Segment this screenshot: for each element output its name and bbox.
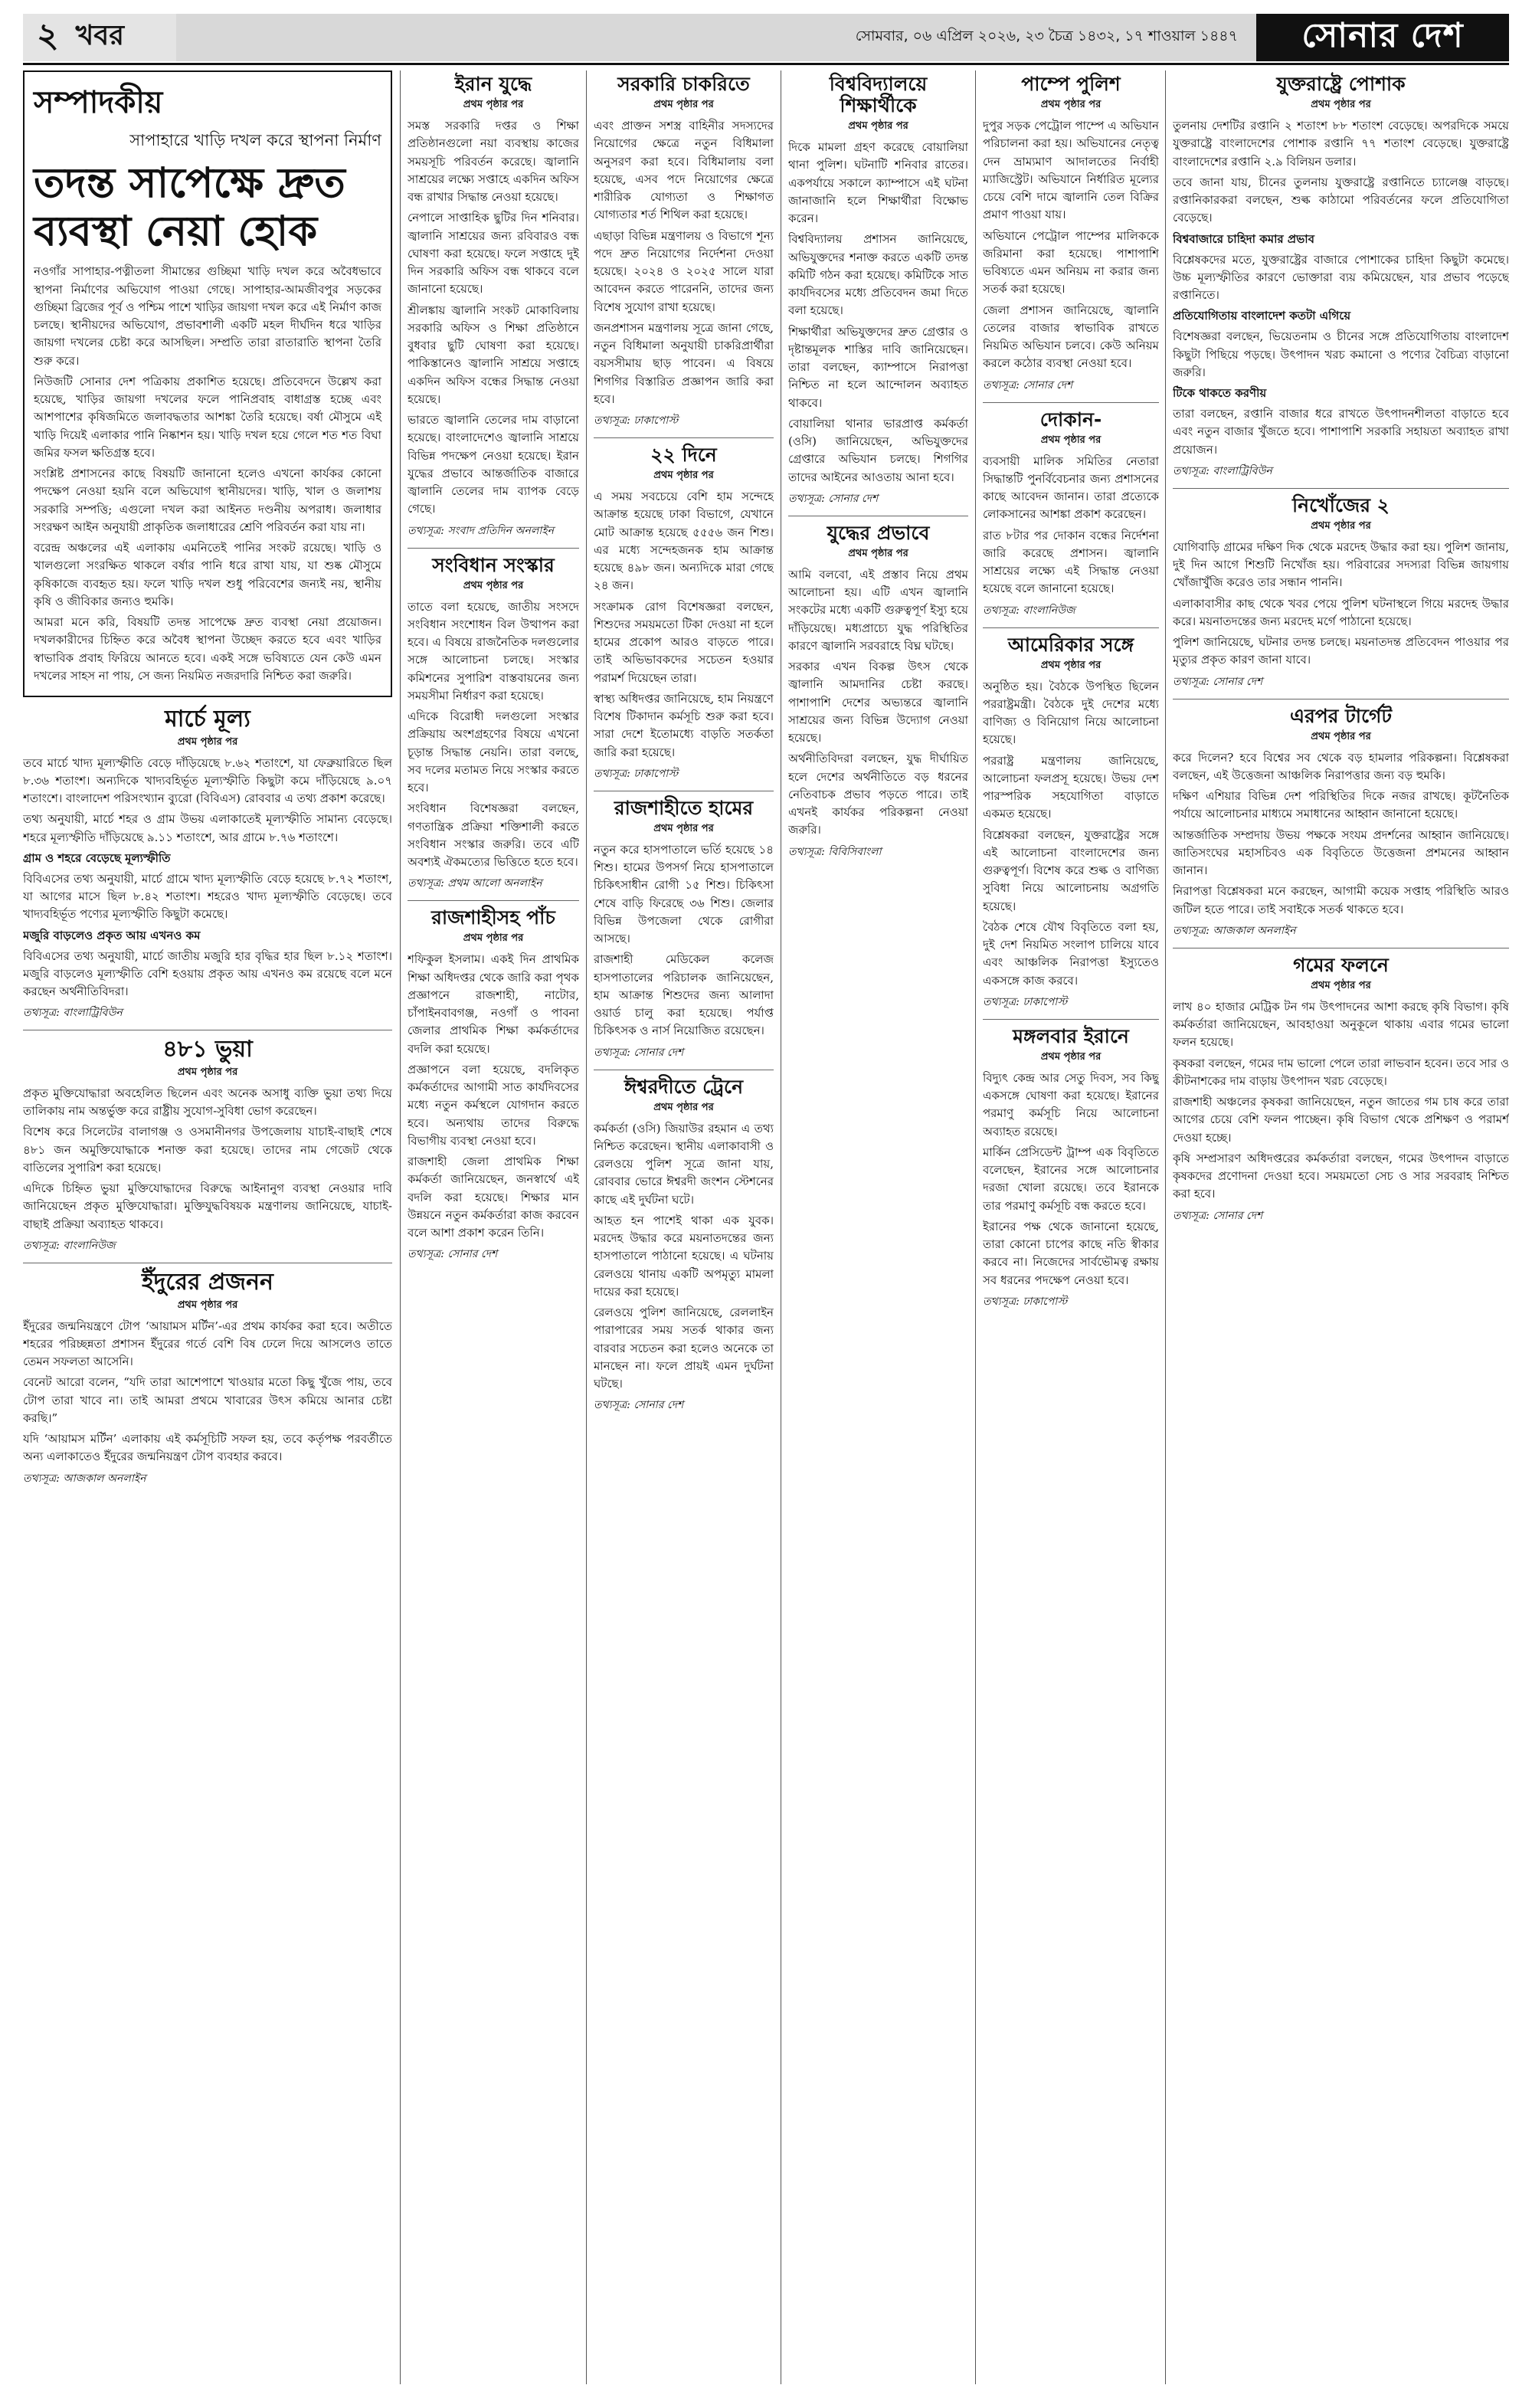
story-america [983, 634, 1159, 1011]
story-rajshahi-measles [594, 798, 774, 1062]
editorial-headline: তদন্ত সাপেক্ষে দ্রুত ব্যবস্থা নেয়া হোক [34, 159, 345, 255]
story-divider [594, 437, 774, 438]
story-paragraph: জেলা প্রশাসন জানিয়েছে, জ্বালানি তেলের বাজার স্বাভাবিক রাখতে নিয়মিত অভিযান চলবে। কেউ অনিয়ম করলে কঠোর ব্যবস্থা নেওয়া হবে। [983, 303, 1159, 371]
story-march-price [23, 706, 392, 1022]
editorial-box [23, 70, 392, 697]
story-source: তথ্যসূত্র: ঢাকাপোস্ট [594, 414, 679, 427]
story-source: তথ্যসূত্র: প্রথম আলো অনলাইন [408, 877, 542, 890]
story-source: তথ্যসূত্র: সোনার দেশ [788, 492, 879, 505]
story-headline: নিখোঁজের ২ [1292, 493, 1390, 516]
story-university [788, 74, 968, 508]
story-wheat-yield [1173, 955, 1509, 1225]
story-paragraph: নেপালে সাপ্তাহিক ছুটির দিন শনিবার। জ্বালানি সাশ্রয়ের জন্য রবিবারও বন্ধ ঘোষণা করা হয়েছে। ফলে সপ্তাহে দুই দিন সরকারি অফিস বন্ধ থাকবে বলে জানানো হয়েছে। [408, 211, 579, 296]
story-paragraph: অর্থনীতিবিদরা বলছেন, যুদ্ধ দীর্ঘায়িত হলে দেশের অর্থনীতিতে বড় ধরনের নেতিবাচক প্রভাব পড়তে পারে। তাই এখনই কার্যকর পরিকল্পনা নেওয়া জরুরি। [788, 752, 968, 837]
column-divider [1165, 70, 1166, 2384]
story-source: তথ্যসূত্র: ঢাকাপোস্ট [594, 767, 679, 780]
story-paragraph: এ সময় সবচেয়ে বেশি হাম সন্দেহে আক্রান্ত হয়েছে ঢাকা বিভাগে, যেখানে মোট আক্রান্ত হয়েছে ৫৫৫৬ জন শিশু। এর মধ্যে সন্দেহজনক হাম আক্রান্ত হয়েছে ৪৯৮ জন। অন্যদিকে মারা গেছে ২৪ জন। [594, 490, 774, 593]
story-paragraph: সমস্ত সরকারি দপ্তর ও শিক্ষা প্রতিষ্ঠানগুলো নয়া ব্যবস্থায় কাজের সময়সূচি পরিবর্তন করেছে। জ্বালানি সাশ্রয়ের লক্ষ্যে সপ্তাহে একদিন অফিস বন্ধ রাখার সিদ্ধান্ত নেওয়া হয়েছে। [408, 119, 579, 204]
story-constitution [408, 555, 579, 893]
story-paragraph: মার্কিন প্রেসিডেন্ট ট্রাম্প এক বিবৃতিতে বলেছেন, ইরানের সঙ্গে আলোচনার দরজা খোলা রয়েছে। তবে ইরানকে তার পরমাণু কর্মসূচি বন্ধ করতে হবে। [983, 1145, 1159, 1213]
story-kicker: প্রথম পৃষ্ঠার পর [1311, 730, 1371, 742]
story-petrol-pump [983, 74, 1159, 395]
story-paragraph: পররাষ্ট্র মন্ত্রণালয় জানিয়েছে, আলোচনা ফলপ্রসূ হয়েছে। উভয় দেশ পারস্পরিক সহযোগিতা বাড়াতে একমত হয়েছে। [983, 753, 1159, 821]
story-kicker: প্রথম পৃষ্ঠার পর [463, 99, 524, 110]
masthead-rule [23, 63, 1509, 65]
story-headline: সংবিধান সংস্কার [432, 553, 555, 576]
story-kicker: প্রথম পৃষ্ঠার পর [653, 99, 714, 110]
story-paragraph: বিশেষজ্ঞরা বলছেন, ভিয়েতনাম ও চীনের সঙ্গে প্রতিযোগিতায় বাংলাদেশ কিছুটা পিছিয়ে পড়ছে। উৎপাদন খরচ কমানো ও পণ্যের বৈচিত্র্য বাড়ানো জরুরি। [1173, 329, 1509, 379]
story-divider [983, 1019, 1159, 1020]
story-paragraph: সংক্রামক রোগ বিশেষজ্ঞরা বলছেন, শিশুদের সময়মতো টিকা দেওয়া না হলে হামের প্রকোপ আরও বাড়তে পারে। তাই অভিভাবকদের সচেতন হওয়ার পরামর্শ দিয়েছেন তারা। [594, 599, 774, 685]
story-paragraph: যোগিবাড়ি গ্রামের দক্ষিণ দিক থেকে মরদেহ উদ্ধার করা হয়। পুলিশ জানায়, দুই দিন আগে শিশুটি নিখোঁজ হয়। পরিবারের সদস্যরা বিভিন্ন জায়গায় খোঁজাখুঁজি করেও তার সন্ধান পাননি। [1173, 539, 1509, 590]
masthead [23, 14, 1509, 61]
story-kicker: প্রথম পৃষ্ঠার পর [177, 1066, 238, 1078]
story-paragraph: বিশ্লেষকরা বলছেন, যুক্তরাষ্ট্রের সঙ্গে এই আলোচনা বাংলাদেশের জন্য গুরুত্বপূর্ণ। বিশেষ করে শুল্ক ও বাণিজ্য সুবিধা নিয়ে আলোচনায় অগ্রগতি হয়েছে। [983, 827, 1159, 913]
story-kicker: প্রথম পৃষ্ঠার পর [463, 932, 524, 945]
story-paragraph: বিদ্যুৎ কেন্দ্র আর সেতু দিবস, সব কিছু একসঙ্গে ঘোষণা করা হয়েছে। ইরানের পরমাণু কর্মসূচি নিয়ে আলোচনা অব্যাহত রয়েছে। [983, 1070, 1159, 1138]
story-paragraph: এলাকাবাসীর কাছ থেকে খবর পেয়ে পুলিশ ঘটনাস্থলে গিয়ে মরদেহ উদ্ধার করে। ময়নাতদন্তের জন্য মরদেহ মর্গে পাঠানো হয়েছে। [1173, 596, 1509, 628]
story-govt-job [594, 74, 774, 430]
story-headline: সরকারি চাকরিতে [617, 73, 750, 95]
story-divider [408, 548, 579, 549]
story-paragraph: তবে মার্চে খাদ্য মূল্যস্ফীতি বেড়ে দাঁড়িয়েছে ৮.৬২ শতাংশে, যা ফেব্রুয়ারিতে ছিল ৮.৩৬ শতাংশ। অন্যদিকে খাদ্যবহির্ভূত মূল্যস্ফীতি কিছুটা কমে দাঁড়িয়েছে ৯.০৭ শতাংশে। বাংলাদেশ পরিসংখ্যান ব্যুরো (বিবিএস) রোববার এ তথ্য প্রকাশ করেছে। [23, 755, 392, 806]
story-paragraph: কৃষকরা বলছেন, গমের দাম ভালো পেলে তারা লাভবান হবেন। তবে সার ও কীটনাশকের দাম বাড়ায় উৎপাদন খরচ বেড়েছে। [1173, 1056, 1509, 1088]
story-paragraph: বেনেট আরো বলেন, “যদি তারা আশেপাশে খাওয়ার মতো কিছু খুঁজে পায়, তবে টোপ তারা খাবে না। তাই আমরা প্রথমে খাবারের উৎস কমিয়ে আনার চেষ্টা করছি।” [23, 1375, 392, 1425]
story-paragraph: আন্তর্জাতিক সম্প্রদায় উভয় পক্ষকে সংযম প্রদর্শনের আহ্বান জানিয়েছে। জাতিসংঘের মহাসচিবও এক বিবৃতিতে উত্তেজনা প্রশমনের আহ্বান জানান। [1173, 827, 1509, 877]
story-kicker: প্রথম পৃষ্ঠার পর [653, 470, 714, 481]
story-source: তথ্যসূত্র: বিবিসিবাংলা [788, 845, 882, 858]
story-paragraph: বোয়ালিয়া থানার ভারপ্রাপ্ত কর্মকর্তা (ওসি) জানিয়েছেন, অভিযুক্তদের গ্রেপ্তারে অভিযান চলছে। শিগগির তাদের আইনের আওতায় আনা হবে। [788, 416, 968, 484]
story-headline: যুদ্ধের প্রভাবে [827, 521, 930, 544]
story-headline: রাজশাহীতে হামের [614, 796, 754, 819]
story-headline: ইঁদুরের প্রজনন [142, 1268, 273, 1296]
editorial-paragraph: বরেন্দ্র অঞ্চলের এই এলাকায় এমনিতেই পানির সংকট রয়েছে। খাড়ি ও খালগুলো সংরক্ষিত থাকলে বর্ষার পানি ধরে রাখা যায়, যা শুষ্ক মৌসুমে কৃষিকাজে ব্যবহৃত হয়। ফলে খাড়ি দখল শুধু পরিবেশের জন্যই নয়, স্থানীয় কৃষি ও জীবিকার জন্যও হুমকি। [34, 541, 381, 608]
story-paragraph: তুলনায় দেশটির রপ্তানি ২ শতাংশ ৮৮ শতাংশ বেড়েছে। অপরদিকে সময়ে যুক্তরাষ্ট্রে বাংলাদেশের পোশাক রপ্তানি ৭৭ শতাংশ বেড়েছে। যুক্তরাষ্ট্রে বাংলাদেশের রপ্তানি ২.৯ বিলিয়ন ডলার। [1173, 119, 1509, 169]
story-source: তথ্যসূত্র: ঢাকাপোস্ট [983, 995, 1068, 1008]
story-kicker: প্রথম পৃষ্ঠার পর [1040, 659, 1102, 671]
newspaper-logo: সোনার দেশ [1256, 14, 1509, 61]
story-subhead: প্রতিযোগিতায় বাংলাদেশ কতটা এগিয়ে [1173, 309, 1351, 323]
story-headline: গমের ফলনে [1293, 953, 1389, 976]
story-paragraph: জনপ্রশাসন মন্ত্রণালয় সূত্রে জানা গেছে, নতুন বিধিমালা অনুযায়ী চাকরিপ্রার্থীরা বয়সসীমায় ছাড় পাবেন। এ বিষয়ে শিগগির বিস্তারিত প্রজ্ঞাপন জারি করা হবে। [594, 320, 774, 406]
story-source: তথ্যসূত্র: আজকাল অনলাইন [1173, 924, 1296, 937]
story-kicker: প্রথম পৃষ্ঠার পর [463, 579, 524, 591]
story-source: তথ্যসূত্র: সোনার দেশ [408, 1248, 498, 1261]
story-paragraph: ইরানের পক্ষ থেকে জানানো হয়েছে, তারা কোনো চাপের কাছে নতি স্বীকার করবে না। নিজেদের সার্বভৌমত্ব রক্ষায় সব ধরনের পদক্ষেপ নেওয়া হবে। [983, 1219, 1159, 1287]
story-us-garments [1173, 74, 1509, 480]
story-headline: আমেরিকার সঙ্গে [1007, 633, 1134, 656]
story-paragraph: শফিকুল ইসলাম। একই দিন প্রাথমিক শিক্ষা অধিদপ্তর থেকে জারি করা পৃথক প্রজ্ঞাপনে রাজশাহী, নাটোর, চাঁপাইনবাবগঞ্জ, নওগাঁ ও পাবনা জেলার প্রাথমিক শিক্ষা কর্মকর্তাদের বদলি করা হয়েছে। [408, 952, 579, 1056]
story-paragraph: বিশ্লেষকদের মতে, যুক্তরাষ্ট্রের বাজারে পোশাকের চাহিদা কিছুটা কমেছে। উচ্চ মূল্যস্ফীতির কারণে ভোক্তারা ব্যয় কমিয়েছেন, যার প্রভাব পড়েছে রপ্তানিতে। [1173, 252, 1509, 302]
story-paragraph: এছাড়া বিভিন্ন মন্ত্রণালয় ও বিভাগে শূন্য পদে দ্রুত নিয়োগের নির্দেশনা দেওয়া হয়েছে। ২০২৪ ও ২০২৫ সালে যারা আবেদন করতে পারেননি, তাদের জন্য বিশেষ সুযোগ রাখা হয়েছে। [594, 228, 774, 314]
story-paragraph: প্রকৃত মুক্তিযোদ্ধারা অবহেলিত ছিলেন এবং অনেক অসাধু ব্যক্তি ভুয়া তথ্য দিয়ে তালিকায় নাম অন্তর্ভুক্ত করে রাষ্ট্রীয় সুযোগ-সুবিধা ভোগ করেছেন। [23, 1086, 392, 1119]
story-war-impact [788, 523, 968, 861]
story-kicker: প্রথম পৃষ্ঠার পর [848, 120, 908, 132]
story-paragraph: কর্মকর্তা (ওসি) জিয়াউর রহমান এ তথ্য নিশ্চিত করেছেন। স্থানীয় এলাকাবাসী ও রেলওয়ে পুলিশ সূত্রে জানা যায়, রোববার ভোরে ঈশ্বরদী জংশন স্টেশনের কাছে এই দুর্ঘটনা ঘটে। [594, 1121, 774, 1207]
story-paragraph: এবং প্রাক্তন সশস্ত্র বাহিনীর সদস্যদের নিয়োগের ক্ষেত্রে নতুন বিধিমালা অনুসরণ করা হবে। বিধিমালায় বলা হয়েছে, এসব পদে নিয়োগের ক্ষেত্রে শারীরিক যোগ্যতা ও শিক্ষাগত যোগ্যতার শর্ত শিথিল করা হয়েছে। [594, 119, 774, 222]
story-paragraph: কৃষি সম্প্রসারণ অধিদপ্তরের কর্মকর্তারা বলছেন, গমের উৎপাদন বাড়াতে কৃষকদের প্রণোদনা দেওয়া হবে। সময়মতো সেচ ও সার সরবরাহ নিশ্চিত করা হবে। [1173, 1151, 1509, 1201]
story-paragraph: দুপুর সড়ক পেট্রোল পাম্পে এ অভিযান পরিচালনা করা হয়। অভিযানের নেতৃত্ব দেন ভ্রাম্যমাণ আদালতের নির্বাহী ম্যাজিস্ট্রেট। অভিযানে নির্ধারিত মূল্যের চেয়ে বেশি দামে জ্বালানি তেল বিক্রির প্রমাণ পাওয়া যায়। [983, 119, 1159, 222]
story-paragraph: করে দিলেন? হবে বিশ্বের সব থেকে বড় হামলার পরিকল্পনা। বিশ্লেষকরা বলছেন, এই উত্তেজনা আঞ্চলিক নিরাপত্তার জন্য বড় হুমকি। [1173, 750, 1509, 782]
story-headline: ঈশ্বরদীতে ট্রেনে [624, 1075, 743, 1098]
story-headline: ইরান যুদ্ধে [454, 73, 532, 95]
story-kicker: প্রথম পৃষ্ঠার পর [1040, 99, 1102, 110]
story-shop [983, 409, 1159, 620]
story-paragraph: রাজশাহী অঞ্চলের কৃষকরা জানিয়েছেন, নতুন জাতের গম চাষ করে তারা আগের চেয়ে বেশি ফলন পাচ্ছেন। কৃষি বিভাগ থেকে প্রশিক্ষণ ও পরামর্শ দেওয়া হচ্ছে। [1173, 1095, 1509, 1145]
story-source: তথ্যসূত্র: সোনার দেশ [594, 1046, 684, 1059]
story-paragraph: পুলিশ জানিয়েছে, ঘটনার তদন্ত চলছে। ময়নাতদন্ত প্রতিবেদন পাওয়ার পর মৃত্যুর প্রকৃত কারণ জানা যাবে। [1173, 635, 1509, 667]
editorial-paragraph: নিউজটি সোনার দেশ পত্রিকায় প্রকাশিত হয়েছে। প্রতিবেদনে উল্লেখ করা হয়েছে, খাড়ির জায়গা দখলের ফলে পানিপ্রবাহ বাধাগ্রস্ত হচ্ছে এবং আশপাশের কৃষিজমিতে জলাবদ্ধতার আশঙ্কা তৈরি হয়েছে। বর্ষা মৌসুমে এই খাড়ি দিয়েই এলাকার পানি নিষ্কাশন হয়। খাড়ি দখল হয়ে গেলে শত শত বিঘা জমির ফসল ক্ষতিগ্রস্ত হবে। [34, 374, 381, 460]
story-source: তথ্যসূত্র: ঢাকাপোস্ট [983, 1295, 1068, 1308]
story-paragraph: দক্ষিণ এশিয়ার বিভিন্ন দেশ পরিস্থিতির দিকে নজর রাখছে। কূটনৈতিক পর্যায়ে আলোচনার মাধ্যমে সমাধানের আহ্বান জানানো হয়েছে। [1173, 789, 1509, 821]
story-paragraph: তাতে বলা হয়েছে, জাতীয় সংসদে সংবিধান সংশোধন বিল উত্থাপন করা হবে। এ বিষয়ে রাজনৈতিক দলগুলোর সঙ্গে আলোচনা চলছে। সংস্কার কমিশনের সুপারিশ বাস্তবায়নের জন্য সময়সীমা নির্ধারণ করা হয়েছে। [408, 599, 579, 703]
story-kicker: প্রথম পৃষ্ঠার পর [653, 822, 714, 834]
story-paragraph: বিবিএসের তথ্য অনুযায়ী, মার্চে গ্রামে খাদ্য মূল্যস্ফীতি বেড়ে হয়েছে ৮.৭২ শতাংশ, যা আগের মাসে ছিল ৮.৪২ শতাংশ। শহরেও খাদ্য মূল্যস্ফীতি বেড়েছে। তবে খাদ্যবহির্ভূত পণ্যের মূল্যস্ফীতি কিছুটা কমেছে। [23, 871, 392, 922]
story-iran-war [408, 74, 579, 540]
story-paragraph: ইঁদুরের জন্মনিয়ন্ত্রণে টোপ ‘আয়ামস মর্টিন’-এর প্রথম কার্যকর করা হবে। অতীতে শহরের পরিচ্ছন্নতা প্রশাসন ইঁদুরের গর্তে বেশি বিষ ঢেলে দিয়ে আসলেও তাতে তেমন সফলতা আসেনি। [23, 1319, 392, 1369]
story-paragraph: রাত ৮টার পর দোকান বন্ধের নির্দেশনা জারি করেছে প্রশাসন। জ্বালানি সাশ্রয়ের লক্ষ্যে এই সিদ্ধান্ত নেওয়া হয়েছে বলে জানানো হয়েছে। [983, 528, 1159, 596]
story-paragraph: নতুন করে হাসপাতালে ভর্তি হয়েছে ১৪ শিশু। হামের উপসর্গ নিয়ে হাসপাতালে চিকিৎসাধীন রোগী ১৫ শিশু। চিকিৎসা শেষে বাড়ি ফিরেছে ৩৬ শিশু। জেলার বিভিন্ন উপজেলা থেকে রোগীরা আসছে। [594, 842, 774, 945]
story-paragraph: স্বাস্থ্য অধিদপ্তর জানিয়েছে, হাম নিয়ন্ত্রণে বিশেষ টিকাদান কর্মসূচি শুরু করা হবে। সারা দেশে ইতোমধ্যে বাড়তি সতর্কতা জারি করা হয়েছে। [594, 691, 774, 759]
story-paragraph: সংবিধান বিশেষজ্ঞরা বলছেন, গণতান্ত্রিক প্রক্রিয়া শক্তিশালী করতে সংবিধান সংস্কার জরুরি। তবে এটি অবশ্যই ঐকমত্যের ভিত্তিতে হতে হবে। [408, 801, 579, 869]
story-paragraph: শিক্ষার্থীরা অভিযুক্তদের দ্রুত গ্রেপ্তার ও দৃষ্টান্তমূলক শাস্তির দাবি জানিয়েছেন। তারা বলছেন, ক্যাম্পাসে নিরাপত্তা নিশ্চিত না হলে আন্দোলন অব্যাহত থাকবে। [788, 324, 968, 410]
story-kicker: প্রথম পৃষ্ঠার পর [1040, 434, 1102, 446]
editorial-kicker: সাপাহারে খাড়ি দখল করে স্থাপনা নির্মাণ [129, 131, 381, 149]
story-paragraph: এদিকে বিরোধী দলগুলো সংস্কার প্রক্রিয়ায় অংশগ্রহণের বিষয়ে এখনো চূড়ান্ত সিদ্ধান্ত নেয়নি। তারা বলছে, সব দলের মতামত নিয়ে সংস্কার করতে হবে। [408, 709, 579, 794]
story-subhead: গ্রাম ও শহরে বেড়েছে মূল্যস্ফীতি [23, 850, 171, 865]
story-source: তথ্যসূত্র: বাংলানিউজ [983, 604, 1075, 617]
story-divider [983, 402, 1159, 403]
story-source: তথ্যসূত্র: সোনার দেশ [983, 378, 1073, 392]
story-paragraph: তবে জানা যায়, চীনের তুলনায় যুক্তরাষ্ট্রে রপ্তানিতে চ্যালেঞ্জ বাড়ছে। রপ্তানিকারকরা বলছেন, শুল্ক কাঠামো পরিবর্তনের ফলে প্রতিযোগিতা বেড়েছে। [1173, 175, 1509, 225]
story-source: তথ্যসূত্র: সোনার দেশ [1173, 1209, 1263, 1222]
story-headline: মঙ্গলবার ইরানে [1013, 1024, 1129, 1047]
story-headline: পাম্পে পুলিশ [1021, 73, 1121, 95]
story-source: তথ্যসূত্র: সোনার দেশ [594, 1399, 684, 1412]
story-headline: ২২ দিনে [650, 444, 717, 466]
story-paragraph: বিশ্ববিদ্যালয় প্রশাসন জানিয়েছে, অভিযুক্তদের শনাক্ত করতে একটি তদন্ত কমিটি গঠন করা হয়েছে। কমিটিকে সাত কার্যদিবসের মধ্যে প্রতিবেদন জমা দিতে বলা হয়েছে। [788, 232, 968, 318]
story-headline: যুক্তরাষ্ট্রে পোশাক [1276, 73, 1406, 95]
story-tuesday-iran [983, 1026, 1159, 1311]
story-rajshahi-five [408, 907, 579, 1263]
story-rat-breeding [23, 1270, 392, 1488]
story-22-days [594, 444, 774, 783]
story-paragraph: তারা বলছেন, রপ্তানি বাজার ধরে রাখতে উৎপাদনশীলতা বাড়াতে হবে এবং নতুন বাজার খুঁজতে হবে। পাশাপাশি সরকারি সহায়তা অব্যাহত রাখা প্রয়োজন। [1173, 407, 1509, 457]
story-headline: মার্চে মূল্য [165, 706, 250, 732]
story-paragraph: রাজশাহী মেডিকেল কলেজ হাসপাতালের পরিচালক জানিয়েছেন, হাম আক্রান্ত শিশুদের জন্য আলাদা ওয়ার্ড চালু করা হয়েছে। পর্যাপ্ত চিকিৎসক ও নার্স নিয়োজিত রয়েছেন। [594, 952, 774, 1038]
story-kicker: প্রথম পৃষ্ঠার পর [177, 1299, 238, 1311]
story-divider [1173, 488, 1509, 489]
story-paragraph: এদিকে চিহ্নিত ভুয়া মুক্তিযোদ্ধাদের বিরুদ্ধে আইনানুগ ব্যবস্থা নেওয়ার দাবি জানিয়েছেন প্রকৃত মুক্তিযোদ্ধারা। মুক্তিযুদ্ধবিষয়ক মন্ত্রণালয় জানিয়েছে, যাচাই-বাছাই প্রক্রিয়া অব্যাহত থাকবে। [23, 1181, 392, 1231]
story-headline: রাজশাহীসহ পাঁচ [431, 906, 555, 929]
editorial-paragraph: নওগাঁর সাপাহার-পত্নীতলা সীমান্তের গুচ্ছিমা খাড়ি দখল করে অবৈধভাবে স্থাপনা নির্মাণের অভিযোগ পাওয়া গেছে। সাপাহার-আমজীবপুর সড়কের গুচ্ছিমা ব্রিজের পূর্ব ও পশ্চিম পাশে খাড়ির জায়গা দখল করে এই নির্মাণ কাজ চলছে। স্থানীয়দের অভিযোগ, প্রভাবশালী একটি মহল দীর্ঘদিন ধরে খাড়ির জায়গা দখলের চেষ্টা করে আসছিল। সম্প্রতি তারা রাতারাতি স্থাপনা তৈরি শুরু করে। [34, 264, 381, 368]
story-headline: এরপর টার্গেট [1289, 704, 1393, 727]
story-paragraph: অভিযানে পেট্রোল পাম্পের মালিককে জরিমানা করা হয়েছে। পাশাপাশি ভবিষ্যতে এমন অনিয়ম না করার জন্য সতর্ক করা হয়েছে। [983, 228, 1159, 296]
story-paragraph: সরকার এখন বিকল্প উৎস থেকে জ্বালানি আমদানির চেষ্টা করছে। পাশাপাশি দেশের অভ্যন্তরে জ্বালানি সাশ্রয়ের জন্য বিভিন্ন উদ্যোগ নেওয়া হয়েছে। [788, 660, 968, 745]
story-kicker: প্রথম পৃষ্ঠার পর [1040, 1050, 1102, 1063]
story-headline: ৪৮১ ভুয়া [162, 1036, 253, 1063]
editorial-paragraph: আমরা মনে করি, বিষয়টি তদন্ত সাপেক্ষে দ্রুত ব্যবস্থা নেয়া প্রয়োজন। দখলকারীদের চিহ্নিত করে অবৈধ স্থাপনা উচ্ছেদ করতে হবে এবং খাড়ির স্বাভাবিক প্রবাহ ফিরিয়ে আনতে হবে। একই সঙ্গে ভবিষ্যতে যেন কেউ এমন দখলের সাহস না পায়, সে জন্য নিয়মিত নজরদারি নিশ্চিত করা জরুরি। [34, 615, 381, 683]
editorial-label: সম্পাদকীয় [34, 85, 163, 120]
story-subhead: টিকে থাকতে করণীয় [1173, 386, 1267, 400]
story-source: তথ্যসূত্র: বাংলাট্রিবিউন [1173, 464, 1272, 477]
column-divider [400, 70, 401, 2384]
column-6 [1173, 70, 1509, 2384]
story-paragraph: লাখ ৪০ হাজার মেট্রিক টন গম উৎপাদনের আশা করছে কৃষি বিভাগ। কৃষি কর্মকর্তারা জানিয়েছেন, আবহাওয়া অনুকূলে থাকায় এবার গমের ভালো ফলন হয়েছে। [1173, 999, 1509, 1050]
story-paragraph: প্রজ্ঞাপনে বলা হয়েছে, বদলিকৃত কর্মকর্তাদের আগামী সাত কার্যদিবসের মধ্যে নতুন কর্মস্থলে যোগদান করতে হবে। অন্যথায় তাদের বিরুদ্ধে বিভাগীয় ব্যবস্থা নেওয়া হবে। [408, 1062, 579, 1148]
story-paragraph: বৈঠক শেষে যৌথ বিবৃতিতে বলা হয়, দুই দেশ নিয়মিত সংলাপ চালিয়ে যাবে এবং আঞ্চলিক নিরাপত্তা ইস্যুতেও একসঙ্গে কাজ করবে। [983, 919, 1159, 988]
column-3 [594, 70, 774, 2384]
story-kicker: প্রথম পৃষ্ঠার পর [1311, 99, 1371, 110]
story-paragraph: আহত হন পাশেই থাকা এক যুবক। মরদেহ উদ্ধার করে ময়নাতদন্তের জন্য হাসপাতালে পাঠানো হয়েছে। এ ঘটনায় রেলওয়ে থানায় একটি অপমৃত্যু মামলা দায়ের করা হয়েছে। [594, 1213, 774, 1299]
story-481-fake [23, 1037, 392, 1255]
story-kicker: প্রথম পৃষ্ঠার পর [1311, 979, 1371, 991]
column-5 [983, 70, 1159, 2384]
story-divider [983, 627, 1159, 628]
story-missing-two [1173, 495, 1509, 691]
column-1 [23, 70, 392, 2384]
story-kicker: প্রথম পৃষ্ঠার পর [1311, 519, 1371, 532]
story-paragraph: বিবিএসের তথ্য অনুযায়ী, মার্চে জাতীয় মজুরি হার বৃদ্ধির হার ছিল ৮.১২ শতাংশ। মজুরি বাড়লেও মূল্যস্ফীতি বেশি হওয়ায় প্রকৃত আয় এখনও কম রয়েছে বলে মনে করছেন অর্থনীতিবিদরা। [23, 948, 392, 999]
column-4 [788, 70, 968, 2384]
story-source: তথ্যসূত্র: আজকাল অনলাইন [23, 1472, 146, 1485]
story-paragraph: নিরাপত্তা বিশ্লেষকরা মনে করছেন, আগামী কয়েক সপ্তাহ পরিস্থিতি আরও জটিল হতে পারে। তাই সবাইকে সতর্ক থাকতে হবে। [1173, 884, 1509, 916]
story-headline: বিশ্ববিদ্যালয়ে শিক্ষার্থীকে [829, 73, 928, 116]
story-paragraph: শ্রীলঙ্কায় জ্বালানি সংকট মোকাবিলায় সরকারি অফিস ও শিক্ষা প্রতিষ্ঠানে বুধবার ছুটি ঘোষণা করা হয়েছে। পাকিস্তানেও জ্বালানি সাশ্রয়ে সপ্তাহে একদিন অফিস বন্ধের সিদ্ধান্ত নেওয়া হয়েছে। [408, 303, 579, 406]
story-source: তথ্যসূত্র: বাংলাট্রিবিউন [23, 1007, 123, 1020]
section-name: খবর [75, 19, 125, 51]
story-next-target [1173, 706, 1509, 940]
story-source: তথ্যসূত্র: সোনার দেশ [1173, 675, 1263, 688]
story-ishwardi-train [594, 1076, 774, 1415]
story-subhead: বিশ্ববাজারে চাহিদা কমার প্রভাব [1173, 231, 1314, 246]
story-source: তথ্যসূত্র: বাংলানিউজ [23, 1239, 116, 1252]
editorial-paragraph: সংশ্লিষ্ট প্রশাসনের কাছে বিষয়টি জানানো হলেও এখনো কার্যকর কোনো পদক্ষেপ নেওয়া হয়নি বলে অভিযোগ স্থানীয়দের। খাড়ি, খাল ও জলাশয় সরকারি সম্পত্তি; এগুলো দখল করা আইনত দণ্ডনীয় অপরাধ। জলাধার সংরক্ষণ আইন অনুযায়ী প্রাকৃতিক জলাধারের শ্রেণি পরিবর্তন করা যায় না। [34, 467, 381, 534]
story-divider [408, 900, 579, 901]
story-paragraph: বিশেষ করে সিলেটের বালাগঞ্জ ও ওসমানীনগর উপজেলায় যাচাই-বাছাই শেষে ৪৮১ জন অমুক্তিযোদ্ধাকে শনাক্ত করা হয়েছে। তাদের নাম গেজেট থেকে বাতিলের সুপারিশ করা হয়েছে। [23, 1125, 392, 1175]
column-divider [586, 70, 587, 2384]
story-kicker: প্রথম পৃষ্ঠার পর [848, 547, 908, 559]
story-paragraph: রাজশাহী জেলা প্রাথমিক শিক্ষা কর্মকর্তা জানিয়েছেন, জনস্বার্থে এই বদলি করা হয়েছে। শিক্ষার মান উন্নয়নে নতুন কর্মকর্তারা কাজ করবেন বলে আশা প্রকাশ করেন তিনি। [408, 1155, 579, 1240]
story-kicker: প্রথম পৃষ্ঠার পর [653, 1101, 714, 1113]
story-paragraph: রেলওয়ে পুলিশ জানিয়েছে, রেললাইন পারাপারের সময় সতর্ক থাকার জন্য বারবার সচেতন করা হলেও অনেকে তা মানছেন না। ফলে প্রায়ই এমন দুর্ঘটনা ঘটছে। [594, 1306, 774, 1391]
date-line: সোমবার, ০৬ এপ্রিল ২০২৬, ২৩ চৈত্র ১৪৩২, ১৭ শাওয়াল ১৪৪৭ [176, 14, 1256, 61]
story-paragraph: দিকে মামলা গ্রহণ করেছে বোয়ালিয়া থানা পুলিশ। ঘটনাটি শনিবার রাতের। একপর্যায়ে সকালে ক্যাম্পাসে এই ঘটনা জানাজানি হলে শিক্ষার্থীরা বিক্ষোভ করেন। [788, 140, 968, 225]
story-paragraph: যদি ‘আয়ামস মর্টিন’ এলাকায় এই কর্মসূচিটি সফল হয়, তবে কর্তৃপক্ষ পরবর্তীতে অন্য এলাকাতেও ইঁদুরের জন্মনিয়ন্ত্রণ টোপ ব্যবহার করবে। [23, 1432, 392, 1464]
story-paragraph: অনুষ্ঠিত হয়। বৈঠকে উপস্থিত ছিলেন পররাষ্ট্রমন্ত্রী। বৈঠকে দুই দেশের মধ্যে বাণিজ্য ও বিনিয়োগ নিয়ে আলোচনা হয়েছে। [983, 679, 1159, 747]
story-paragraph: ভারতে জ্বালানি তেলের দাম বাড়ানো হয়েছে। বাংলাদেশেও জ্বালানি সাশ্রয়ে বিভিন্ন পদক্ষেপ নেওয়া হয়েছে। ইরান যুদ্ধের প্রভাবে আন্তর্জাতিক বাজারে জ্বালানি তেলের দাম ব্যাপক বেড়ে গেছে। [408, 413, 579, 516]
story-kicker: প্রথম পৃষ্ঠার পর [177, 736, 238, 748]
story-source: তথ্যসূত্র: সংবাদ প্রতিদিন অনলাইন [408, 524, 555, 537]
masthead-left [23, 14, 176, 61]
story-subhead: মজুরি বাড়লেও প্রকৃত আয় এখনও কম [23, 928, 201, 942]
story-paragraph: আমি বলবো, এই প্রস্তাব নিয়ে প্রথম আলোচনা হয়। এটি এখন জ্বালানি সংকটের মধ্যে একটি গুরুত্বপূর্ণ ইস্যু হয়ে দাঁড়িয়েছে। মধ্যপ্রাচ্যে যুদ্ধ পরিস্থিতির কারণে জ্বালানি সরবরাহে বিঘ্ন ঘটছে। [788, 567, 968, 653]
page-number: ২ [37, 15, 59, 55]
column-divider [975, 70, 976, 2384]
story-paragraph: তথ্য অনুযায়ী, মার্চে শহর ও গ্রাম উভয় এলাকাতেই মূল্যস্ফীতি সামান্য বেড়েছে। শহরে মূল্যস্ফীতি দাঁড়িয়েছে ৯.১১ শতাংশে, আর গ্রামে ৮.৭৬ শতাংশে। [23, 812, 392, 844]
column-2 [408, 70, 579, 2384]
story-paragraph: ব্যবসায়ী মালিক সমিতির নেতারা সিদ্ধান্তটি পুনর্বিবেচনার জন্য প্রশাসনের কাছে আবেদন জানান। তারা প্রত্যেকে লোকসানের আশঙ্কা প্রকাশ করেছেন। [983, 454, 1159, 522]
story-headline: দোকান- [1039, 408, 1102, 431]
